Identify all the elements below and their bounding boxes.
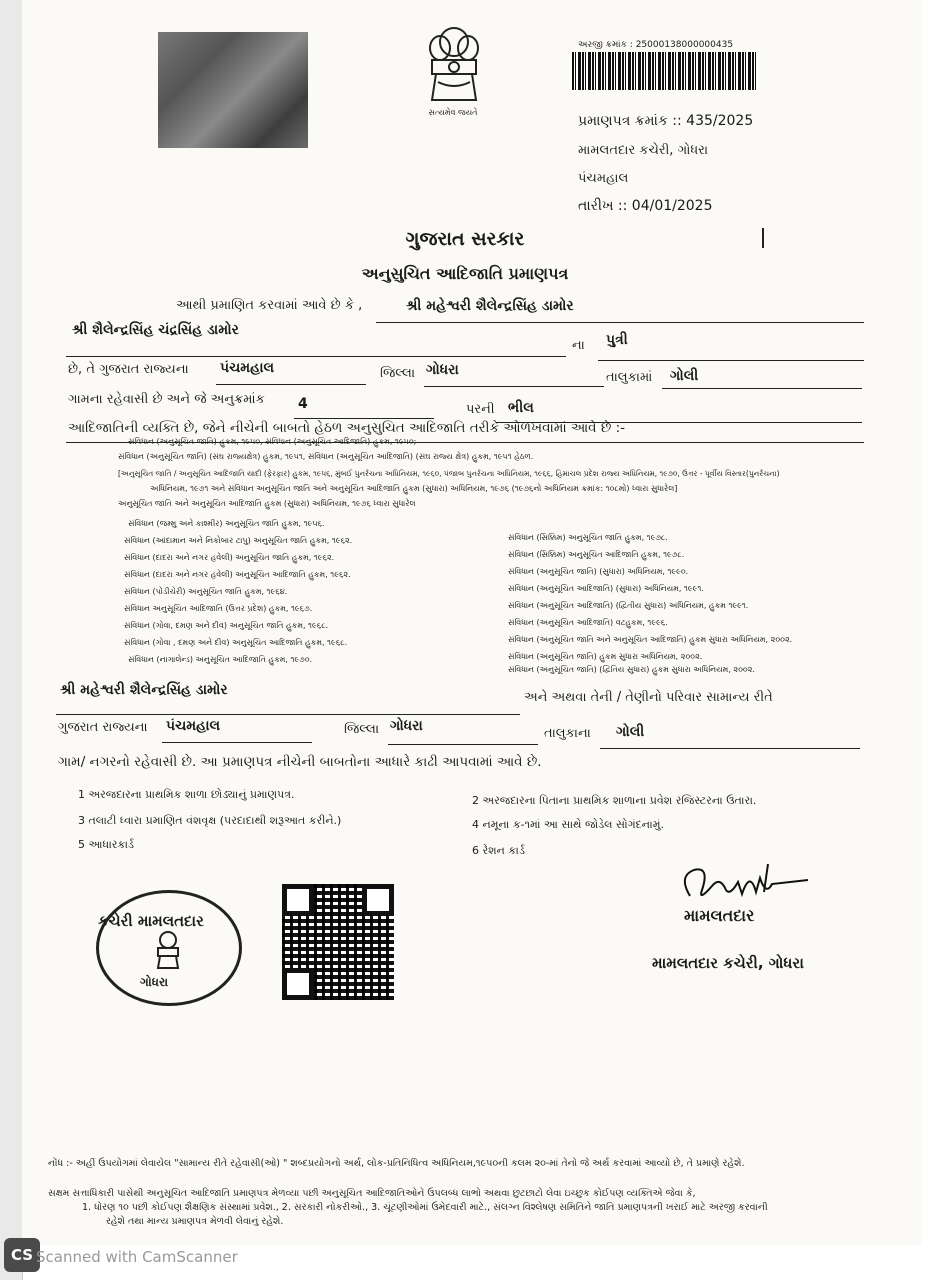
applicant-photo (158, 32, 308, 148)
seal-city: ગોધરા (140, 975, 169, 989)
applicant-name-line (376, 322, 864, 323)
taluka-line (424, 386, 604, 387)
par-label: પરની (466, 402, 495, 417)
order-right: સંવિધાન (અનુસૂચિત આદિજાતિ) વટહુકમ, ૧૯૯૬. (508, 618, 668, 627)
residence-taluka: ગોધરા (390, 718, 423, 734)
order-left: સંવિધાન (દાદરા અને નગર હવેલી) અનુસૂચિત જાતિ હુકમ, ૧૯૬૨. (124, 553, 335, 562)
order-line: સંવિધાન (અનુસૂચિત જાતિ) હુકમ, ૧૯૫૦, સંવિધાન (અનુસૂચિત આદિજાતિ) હુકમ, ૧૯૫૦; (128, 437, 417, 446)
residence-village-line (600, 748, 860, 749)
document-item: 5 આધારકાર્ડ (78, 838, 134, 851)
order-left: સંવિધાન (જમ્મુ અને કાશ્મીર) અનુસૂચિત જાતિ હુકમ, ૧૯૫૬. (128, 519, 325, 528)
residence-district: પંચમહાલ (166, 718, 221, 734)
order-left: સંવિધાન (દાદરા અને નગર હવેલી) અનુસૂચિત આદિજાતિ હુકમ, ૧૯૬૨. (124, 570, 351, 579)
qr-code (282, 884, 394, 1000)
document-item: 3 તલાટી ધ્વારા પ્રમાણિત વંશવૃક્ષ (પરદાદાથી શરૂઆત કરીને.) (78, 814, 342, 827)
order-right: સંવિધાન (અનુસૂચિત જાતિ) (દ્વિતિય સુધારા) હુકમ સુધારા અધિનિયમ, ૨૦૦૨. (508, 665, 755, 674)
taluka-label: તાલુકામાં (606, 370, 653, 385)
certify-intro: આથી પ્રમાણિત કરવામાં આવે છે કે , (176, 298, 363, 313)
order-left: સંવિધાન અનુસૂચિત આદિજાતિ (ઉત્તર પ્રદેશ) હુકમ, ૧૯૬૭. (124, 604, 313, 613)
barcode (572, 52, 758, 90)
order-right: સંવિધાન (અનુસૂચિત જાતિ) હુકમ સુધારા અધિનિયમ, ૨૦૦૨. (508, 652, 703, 661)
order-left: સંવિધાન (પોંડીચેરી) અનુસૂચિત જાતિ હુકમ, ૧૯૬૪. (124, 587, 288, 596)
footer-competent: સક્ષમ સત્તાધિકારી પાસેથી અનુસૂચિત આદિજાતિ પ્રમાણપત્ર મેળવ્યા પછી અનુસૂચિત આદિજાતિઓને ઉપલબ્ધ લાભો અથવા છુટછાટો લેવા ઇચ્છુક કોઈપણ વ્યક્તિએ જેવા કે, (48, 1188, 696, 1199)
certificate-title: અનુસુચિત આદિજાતિ પ્રમાણપત્ર (361, 264, 569, 283)
residence-village: ગોલી (616, 724, 645, 740)
serial-number: 4 (298, 396, 308, 412)
resident-label: ગામના રહેવાસી છે અને જે અનુક્રમાંક (68, 392, 265, 407)
order-left: સંવિધાન (ગોવા, દમણ અને દીવ) અનુસૂચિત જાતિ હુકમ, ૧૯૬૮. (124, 621, 329, 630)
issue-sentence: ગામ/ નગરનો રહેવાસી છે. આ પ્રમાણપત્ર નીચેની બાબતોના આધારે કાઢી આપવામાં આવે છે. (58, 754, 542, 770)
father-name-line (66, 356, 566, 357)
order-line: સંવિધાન (અનુસૂચિત જાતિ) (સંઘ રાજ્યક્ષેત્ર) હુકમ, ૧૯૫૧, સંવિધાન (અનુસૂચિત આદિજાતિ) (સંઘ રાજ્ય ક્ષેત્ર) હુકમ, ૧૯૫૧ હેઠળ. (118, 452, 534, 461)
footer-item: 1. ધોરણ ૧૦ પછી કોઈપણ શૈક્ષણિક સંસ્થામાં પ્રવેશ., 2. સરકારી નોકરીઓ., 3. ચૂંટણીઓમાં ઉમેદવારી માટે., સંલગ્ન વિશ્લેષણ સમિતિને જાતિ પ્રમાણપત્રની ખરાઈ માટે અરજી કરવાની (82, 1202, 768, 1213)
national-emblem-icon (418, 20, 490, 116)
order-right: સંવિધાન (સિક્કિમ) અનુસૂચિત જાતિ હુકમ, ૧૯૭૮. (508, 533, 668, 542)
document-item: 6 રેશન કાર્ડ (472, 844, 525, 857)
relation: પુત્રી (606, 332, 628, 348)
footer-item-cont: રહેશે તથા માન્ય પ્રમાણપત્ર મેળવી લેવાનું રહેશે. (106, 1216, 284, 1227)
residence-jilla-label: જિલ્લા (344, 722, 380, 737)
certificate-number: પ્રમાણપત્ર ક્રમાંક :: 435/2025 (578, 113, 754, 129)
document-item: 4 નમૂના ક-૧માં આ સાથે જોડેલ સોગંદનામું. (472, 818, 664, 831)
district-name: પંચમહાલ (220, 360, 275, 376)
residence-district-line (162, 742, 312, 743)
footer-note: નોંધ :- અહીં ઉપયોગમાં લેવાયેલ "સામાન્ય રીતે રહેવાસી(ઓ) " શબ્દપ્રયોગનો અર્થ, લોક-પ્રતિનિધિત્વ અધિનિયમ,૧૯૫૦ની કલમ ૨૦-માં તેનો જે અર્થ કરવામાં આવ્યો છે, તે પ્રમાણે રહેશે. (48, 1158, 745, 1169)
order-left: સંવિધાન (નાગાલેન્ડ) અનુસૂચિત આદિજાતિ હુકમ, ૧૯૭૦. (128, 655, 313, 664)
order-right: સંવિધાન (સિક્કિમ) અનુસૂચિત આદિજાતિ હુકમ, ૧૯૭૮. (508, 550, 685, 559)
signature-designation: મામલતદાર (684, 906, 755, 925)
seal-text: કચેરી મામલતદાર (98, 912, 204, 930)
village-name: ગોલી (670, 368, 699, 384)
tribe-sentence: આદિજાતિની વ્યક્તિ છે, જેને નીચેની બાબતો હેઠળ અનુસુચિત આદિજાતિ તરીકે ઓળખવામાં આવે છે :- (68, 420, 626, 436)
order-line: અનુસૂચિત જાતિ અને અનુસૂચિત આદિજાતિ હુકમ (સુધારા) અધિનિયમ, ૧૯૭૬ ધ્વારા સુધારેલ (118, 499, 416, 508)
application-number: અરજી ક્રમાંક : 25000138000000435 (578, 40, 734, 50)
left-margin-strip (0, 0, 23, 1280)
seal-emblem-icon (150, 930, 186, 970)
district-line (216, 384, 366, 385)
residence-taluka-line (388, 744, 538, 745)
residence-taluka-label: તાલુકાના (544, 726, 591, 741)
family-text: અને અથવા તેની / તેણીનો પરિવાર સામાન્ય રીતે (524, 690, 773, 705)
resident-name: શ્રી મહેશ્વરી શૈલેન્દ્રસિંહ ડામોર (60, 682, 228, 698)
order-right: સંવિધાન (અનુસૂચિત જાતિ અને અનુસૂચિત આદિજાતિ) હુકમ સુધારા અધિનિયમ, ૨૦૦૨. (508, 635, 793, 644)
order-left: સંવિધાન (ગોવા , દમણ અને દીવ) અનુસૂચિત આદિજાતિ હુકમ, ૧૯૬૮. (124, 638, 348, 647)
order-right: સંવિધાન (અનુસૂચિત આદિજાતિ) (સુધારા) અધિનિયમ, ૧૯૯૧. (508, 584, 704, 593)
issuing-office: મામલતદાર કચેરી, ગોધરા (578, 143, 709, 158)
tribe-name: ભીલ (508, 400, 534, 416)
order-line: અધિનિયમ, ૧૯૭૧ અને સંવિધાન અનુસૂચિત જાતિ અને અનુસૂચિત આદિજાતિ હુકમ (સુધારા) અધિનિયમ, ૧૯૭૬ (૧૯૭૬નો અધિનિયમ ક્રમાંક: ૧૦૮મો) ધ્વારા સુધારેલ] (150, 484, 678, 493)
document-item: 1 અરજદારના પ્રાથમિક શાળા છોડ્યાનું પ્રમાણપત્ર. (78, 788, 295, 801)
applicant-name: શ્રી મહેશ્વરી શૈલેન્દ્રસિંહ ડામોર (406, 298, 574, 314)
emblem-motto: સત્યમેવ જયતે (428, 108, 478, 117)
camscanner-watermark: Scanned with CamScanner (36, 1248, 238, 1266)
order-left: સંવિધાન (આંદામાન અને નિકોબાર ટાપુ) અનુસૂચિત જાતિ હુકમ, ૧૯૬૨. (124, 536, 353, 545)
order-right: સંવિધાન (અનુસૂચિત જાતિ) (સુધારા) અધિનિયમ, ૧૯૯૦. (508, 567, 689, 576)
government-title: ગુજરાત સરકાર (405, 228, 525, 250)
na-label: ના (572, 338, 585, 353)
order-right: સંવિધાન (અનુસૂચિત આદિજાતિ) (દ્વિતીય સુધારા) અધિનિયમ, હુકમ ૧૯૯૧. (508, 601, 749, 610)
relation-line (598, 360, 864, 361)
taluka-name: ગોધરા (426, 362, 459, 378)
state-prefix: છે, તે ગુજરાત રાજ્યના (68, 362, 189, 377)
signature-office: મામલતદાર કચેરી, ગોધરા (652, 954, 804, 972)
jilla-label: જિલ્લા (380, 366, 416, 381)
camscanner-logo-icon: CS (4, 1238, 40, 1272)
order-line: [અનુસૂચિત જાતિ / અનુસૂચિત આદિજાતિ યાદી (ફેરફાર) હુકમ, ૧૯૫૬, મુંબઈ પુનર્રચના અધિનિયમ, ૧૯૬૦, પંજાબ પુનર્રચના અધિનિયમ, ૧૯૬૬, હિમાચલ પ્રદેશ રાજ્ય અધિનિયમ, ૧૯૭૦, ઉત્તર - પૂર્વીય વિસ્તાર(પુનર્રચના) (118, 469, 780, 478)
issue-date: તારીખ :: 04/01/2025 (578, 198, 713, 214)
resident-name-line (56, 714, 520, 715)
residence-state: ગુજરાત રાજ્યના (58, 720, 148, 735)
issuing-district: પંચમહાલ (578, 171, 629, 186)
document-item: 2 અરજદારના પિતાના પ્રાથમિક શાળાના પ્રવેશ રજિસ્ટરના ઉતારા. (472, 794, 757, 807)
village-line (662, 388, 862, 389)
serial-line (294, 418, 434, 419)
father-name: શ્રી શૈલેન્દ્રસિંહ ચંદ્રસિંહ ડામોર (72, 322, 239, 338)
